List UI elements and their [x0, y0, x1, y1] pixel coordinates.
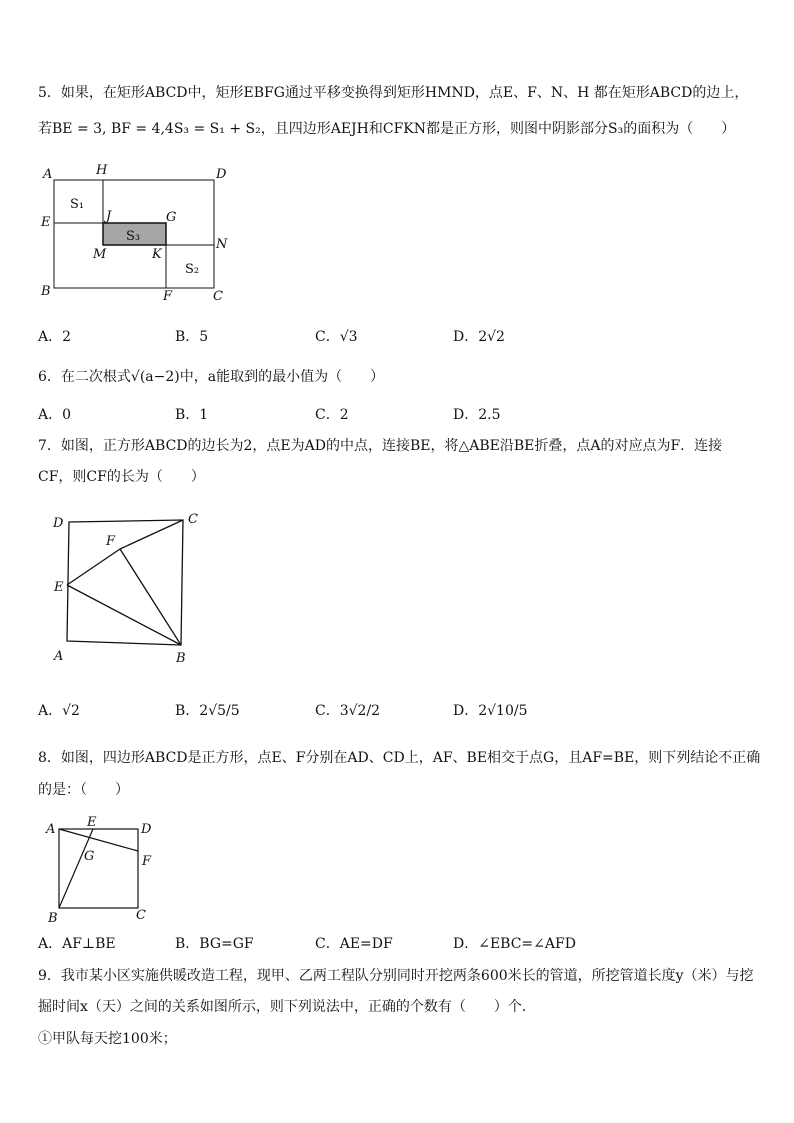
q5-label-F: F: [163, 289, 173, 304]
q8-label-G: G: [84, 849, 95, 864]
q8-option-d[interactable]: D．∠EBC=∠AFD: [453, 936, 576, 952]
q5-figure: [38, 160, 238, 305]
q5-label-D: D: [216, 167, 227, 182]
q5-option-d[interactable]: D．2√2: [453, 329, 505, 345]
q8-label-C: C: [136, 908, 146, 923]
q8-option-b[interactable]: B．BG=GF: [175, 936, 254, 952]
q5-label-S2: S₂: [185, 262, 200, 277]
q5-option-a[interactable]: A．2: [38, 329, 72, 345]
q5-label-S3: S₃: [126, 229, 141, 244]
q9-item-1: ①甲队每天挖100米；: [38, 1031, 177, 1047]
q7-label-D: D: [53, 516, 64, 531]
q6-option-b[interactable]: B．1: [175, 407, 209, 423]
q6-option-d[interactable]: D．2.5: [453, 407, 501, 423]
q7-label-F: F: [106, 534, 116, 549]
q7-label-A: A: [54, 649, 64, 664]
q5-label-B: B: [41, 284, 51, 299]
q8-label-B: B: [48, 911, 58, 926]
q5-label-S1: S₁: [70, 197, 85, 212]
q7-label-C: C: [188, 512, 198, 527]
q7-option-b[interactable]: B．2√5/5: [175, 703, 240, 719]
q5-label-M: M: [93, 247, 107, 262]
q6-option-a[interactable]: A．0: [38, 407, 72, 423]
q5-option-b[interactable]: B．5: [175, 329, 209, 345]
q7-stem-line1: 7．如图，正方形ABCD的边长为2，点E为AD的中点，连接BE，将△ABE沿BE折叠，点A的对应点为F．连接: [38, 438, 723, 454]
q8-label-A: A: [46, 822, 56, 837]
q5-label-H: H: [96, 163, 108, 178]
q6-stem: 6．在二次根式√(a−2)中，a能取到的最小值为（ ）: [38, 369, 385, 385]
q5-label-C: C: [213, 289, 223, 304]
q5-label-N: N: [216, 237, 228, 252]
q8-stem-line1: 8．如图，四边形ABCD是正方形，点E、F分别在AD、CD上，AF、BE相交于点G，且AF=BE，则下列结论不正确: [38, 750, 761, 766]
q5-label-A: A: [43, 167, 53, 182]
q7-stem-line2: CF，则CF的长为（ ）: [38, 469, 205, 485]
q8-figure: [38, 812, 168, 927]
q5-label-K: K: [152, 247, 162, 262]
q7-option-c[interactable]: C．3√2/2: [315, 703, 381, 719]
q7-option-a[interactable]: A．√2: [38, 703, 80, 719]
q8-label-E: E: [87, 815, 97, 830]
q7-label-E: E: [54, 580, 64, 595]
q9-stem-line1: 9．我市某小区实施供暖改造工程，现甲、乙两工程队分别同时开挖两条600米长的管道，所挖管道长度y（米）与挖: [38, 968, 754, 984]
q5-stem-line2: 若BE = 3, BF = 4,4S₃ = S₁ + S₂，且四边形AEJH和CFKN都是正方形，则图中阴影部分S₃的面积为（ ）: [38, 121, 736, 137]
q7-label-B: B: [176, 651, 186, 666]
q8-option-c[interactable]: C．AE=DF: [315, 936, 393, 952]
q7-figure: [38, 505, 218, 670]
q8-label-F: F: [142, 854, 152, 869]
q5-label-E: E: [41, 215, 51, 230]
q9-stem-line2: 掘时间x（天）之间的关系如图所示，则下列说法中，正确的个数有（ ）个．: [38, 999, 536, 1015]
q5-label-G: G: [166, 210, 177, 225]
q8-option-a[interactable]: A．AF⊥BE: [38, 936, 116, 952]
q8-stem-line2: 的是：（ ）: [38, 782, 129, 798]
q8-label-D: D: [141, 822, 152, 837]
q5-label-J: J: [106, 209, 112, 224]
q7-option-d[interactable]: D．2√10/5: [453, 703, 528, 719]
q5-option-c[interactable]: C．√3: [315, 329, 358, 345]
q5-stem-line1: 5．如果，在矩形ABCD中，矩形EBFG通过平移变换得到矩形HMND，点E、F、N、H 都在矩形ABCD的边上，: [38, 85, 749, 101]
q6-option-c[interactable]: C．2: [315, 407, 349, 423]
